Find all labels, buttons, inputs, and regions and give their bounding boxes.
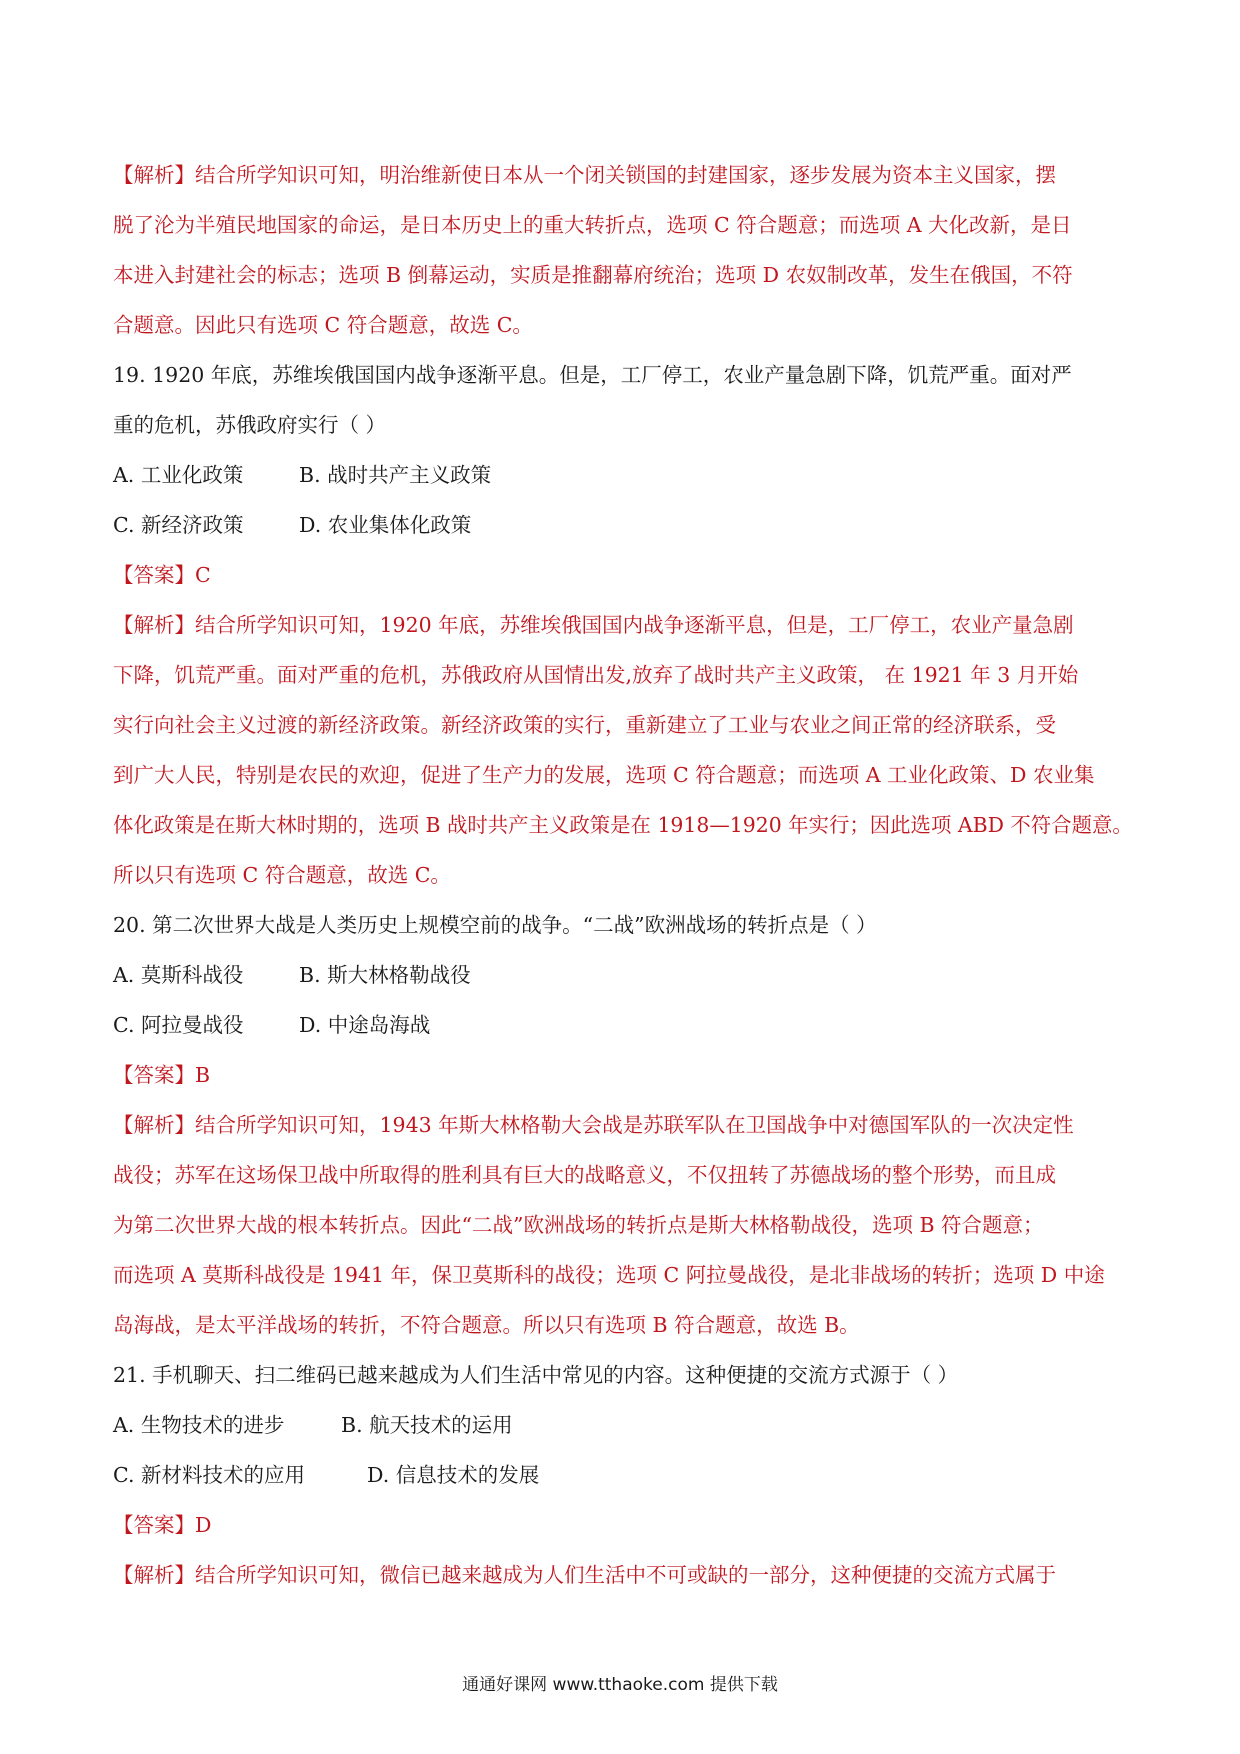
q20-option-a: A. 莫斯科战役 bbox=[113, 963, 244, 987]
q20-analysis-line-1: 【解析】结合所学知识可知，1943 年斯大林格勒大会战是苏联军队在卫国战争中对德国军队的一次决定性 bbox=[113, 1113, 1074, 1137]
q19-analysis-line-4: 到广大人民，特别是农民的欢迎，促进了生产力的发展，选项 C 符合题意；而选项 A 工业化政策、D 农业集 bbox=[113, 763, 1095, 787]
answer-tag: 【答案】 bbox=[113, 1513, 195, 1537]
page-footer: 通通好课网 www.tthaoke.com 提供下载 bbox=[462, 1675, 778, 1695]
q19-options-row-1 bbox=[113, 461, 492, 489]
q21-option-a: A. 生物技术的进步 bbox=[113, 1413, 285, 1437]
q18-analysis-line-4: 合题意。因此只有选项 C 符合题意，故选 C。 bbox=[113, 313, 533, 337]
q21-stem-line-1: 21. 手机聊天、扫二维码已越来越成为人们生活中常见的内容。这种便捷的交流方式源于（ ） bbox=[113, 1363, 959, 1387]
q19-analysis-line-1: 【解析】结合所学知识可知，1920 年底，苏维埃俄国国内战争逐渐平息，但是，工厂停工，农业产量急剧 bbox=[113, 613, 1074, 637]
q18-analysis-line-3: 本进入封建社会的标志；选项 B 倒幕运动，实质是推翻幕府统治；选项 D 农奴制改革，发生在俄国，不符 bbox=[113, 263, 1073, 287]
q20-analysis-line-3: 为第二次世界大战的根本转折点。因此“二战”欧洲战场的转折点是斯大林格勒战役，选项 B 符合题意； bbox=[113, 1213, 1044, 1237]
q21-option-c: C. 新材料技术的应用 bbox=[113, 1463, 305, 1487]
answer-tag: 【答案】 bbox=[113, 563, 195, 587]
q20-analysis-line-2: 战役；苏军在这场保卫战中所取得的胜利具有巨大的战略意义，不仅扭转了苏德战场的整个形势，而且成 bbox=[113, 1163, 1056, 1187]
q19-options-row-2 bbox=[113, 511, 472, 539]
q20-answer-value: B bbox=[195, 1063, 211, 1087]
q20-options-row-2 bbox=[113, 1011, 431, 1039]
q18-analysis-line-1: 【解析】结合所学知识可知，明治维新使日本从一个闭关锁国的封建国家，逐步发展为资本主义国家，摆 bbox=[113, 163, 1056, 187]
q20-stem-line-1: 20. 第二次世界大战是人类历史上规模空前的战争。“二战”欧洲战场的转折点是（ ） bbox=[113, 913, 877, 937]
q19-stem-line-1: 19. 1920 年底，苏维埃俄国国内战争逐渐平息。但是，工厂停工，农业产量急剧下降，饥荒严重。面对严 bbox=[113, 363, 1072, 387]
analysis-tag: 【解析】 bbox=[113, 613, 195, 637]
q20-option-c: C. 阿拉曼战役 bbox=[113, 1013, 244, 1037]
q18-analysis-line-2: 脱了沦为半殖民地国家的命运，是日本历史上的重大转折点，选项 C 符合题意；而选项 A 大化改新，是日 bbox=[113, 213, 1072, 237]
analysis-tag: 【解析】 bbox=[113, 163, 195, 187]
q19-option-d: D. 农业集体化政策 bbox=[299, 513, 472, 537]
q19-answer bbox=[113, 561, 211, 589]
q21-options-row-1 bbox=[113, 1411, 513, 1439]
q20-answer bbox=[113, 1061, 210, 1089]
q21-option-b: B. 航天技术的运用 bbox=[341, 1413, 513, 1437]
q20-options-row-1 bbox=[113, 961, 471, 989]
q21-option-d: D. 信息技术的发展 bbox=[367, 1463, 540, 1487]
q21-answer-value: D bbox=[195, 1513, 212, 1537]
q19-analysis-line-6: 所以只有选项 C 符合题意，故选 C。 bbox=[113, 863, 451, 887]
q20-analysis-line-5: 岛海战，是太平洋战场的转折，不符合题意。所以只有选项 B 符合题意，故选 B。 bbox=[113, 1313, 860, 1337]
q21-analysis-line-1: 【解析】结合所学知识可知，微信已越来越成为人们生活中不可或缺的一部分，这种便捷的交流方式属于 bbox=[113, 1563, 1056, 1587]
q21-answer bbox=[113, 1511, 211, 1539]
q19-analysis-line-2: 下降，饥荒严重。面对严重的危机，苏俄政府从国情出发,放弃了战时共产主义政策， 在 1921 年 3 月开始 bbox=[113, 663, 1079, 687]
q19-option-a: A. 工业化政策 bbox=[113, 463, 244, 487]
q19-option-c: C. 新经济政策 bbox=[113, 513, 244, 537]
analysis-tag: 【解析】 bbox=[113, 1113, 195, 1137]
q19-analysis-line-5: 体化政策是在斯大林时期的，选项 B 战时共产主义政策是在 1918—1920 年实行；因此选项 ABD 不符合题意。 bbox=[113, 813, 1133, 837]
q19-analysis-line-3: 实行向社会主义过渡的新经济政策。新经济政策的实行，重新建立了工业与农业之间正常的经济联系，受 bbox=[113, 713, 1056, 737]
q20-option-b: B. 斯大林格勒战役 bbox=[299, 963, 471, 987]
q20-analysis-line-4: 而选项 A 莫斯科战役是 1941 年，保卫莫斯科的战役；选项 C 阿拉曼战役，是北非战场的转折；选项 D 中途 bbox=[113, 1263, 1105, 1287]
q19-stem-line-2: 重的危机，苏俄政府实行（ ） bbox=[113, 413, 387, 437]
q19-answer-value: C bbox=[195, 563, 211, 587]
q21-options-row-2 bbox=[113, 1461, 540, 1489]
q20-option-d: D. 中途岛海战 bbox=[299, 1013, 431, 1037]
analysis-tag: 【解析】 bbox=[113, 1563, 195, 1587]
q19-option-b: B. 战时共产主义政策 bbox=[299, 463, 492, 487]
answer-tag: 【答案】 bbox=[113, 1063, 195, 1087]
